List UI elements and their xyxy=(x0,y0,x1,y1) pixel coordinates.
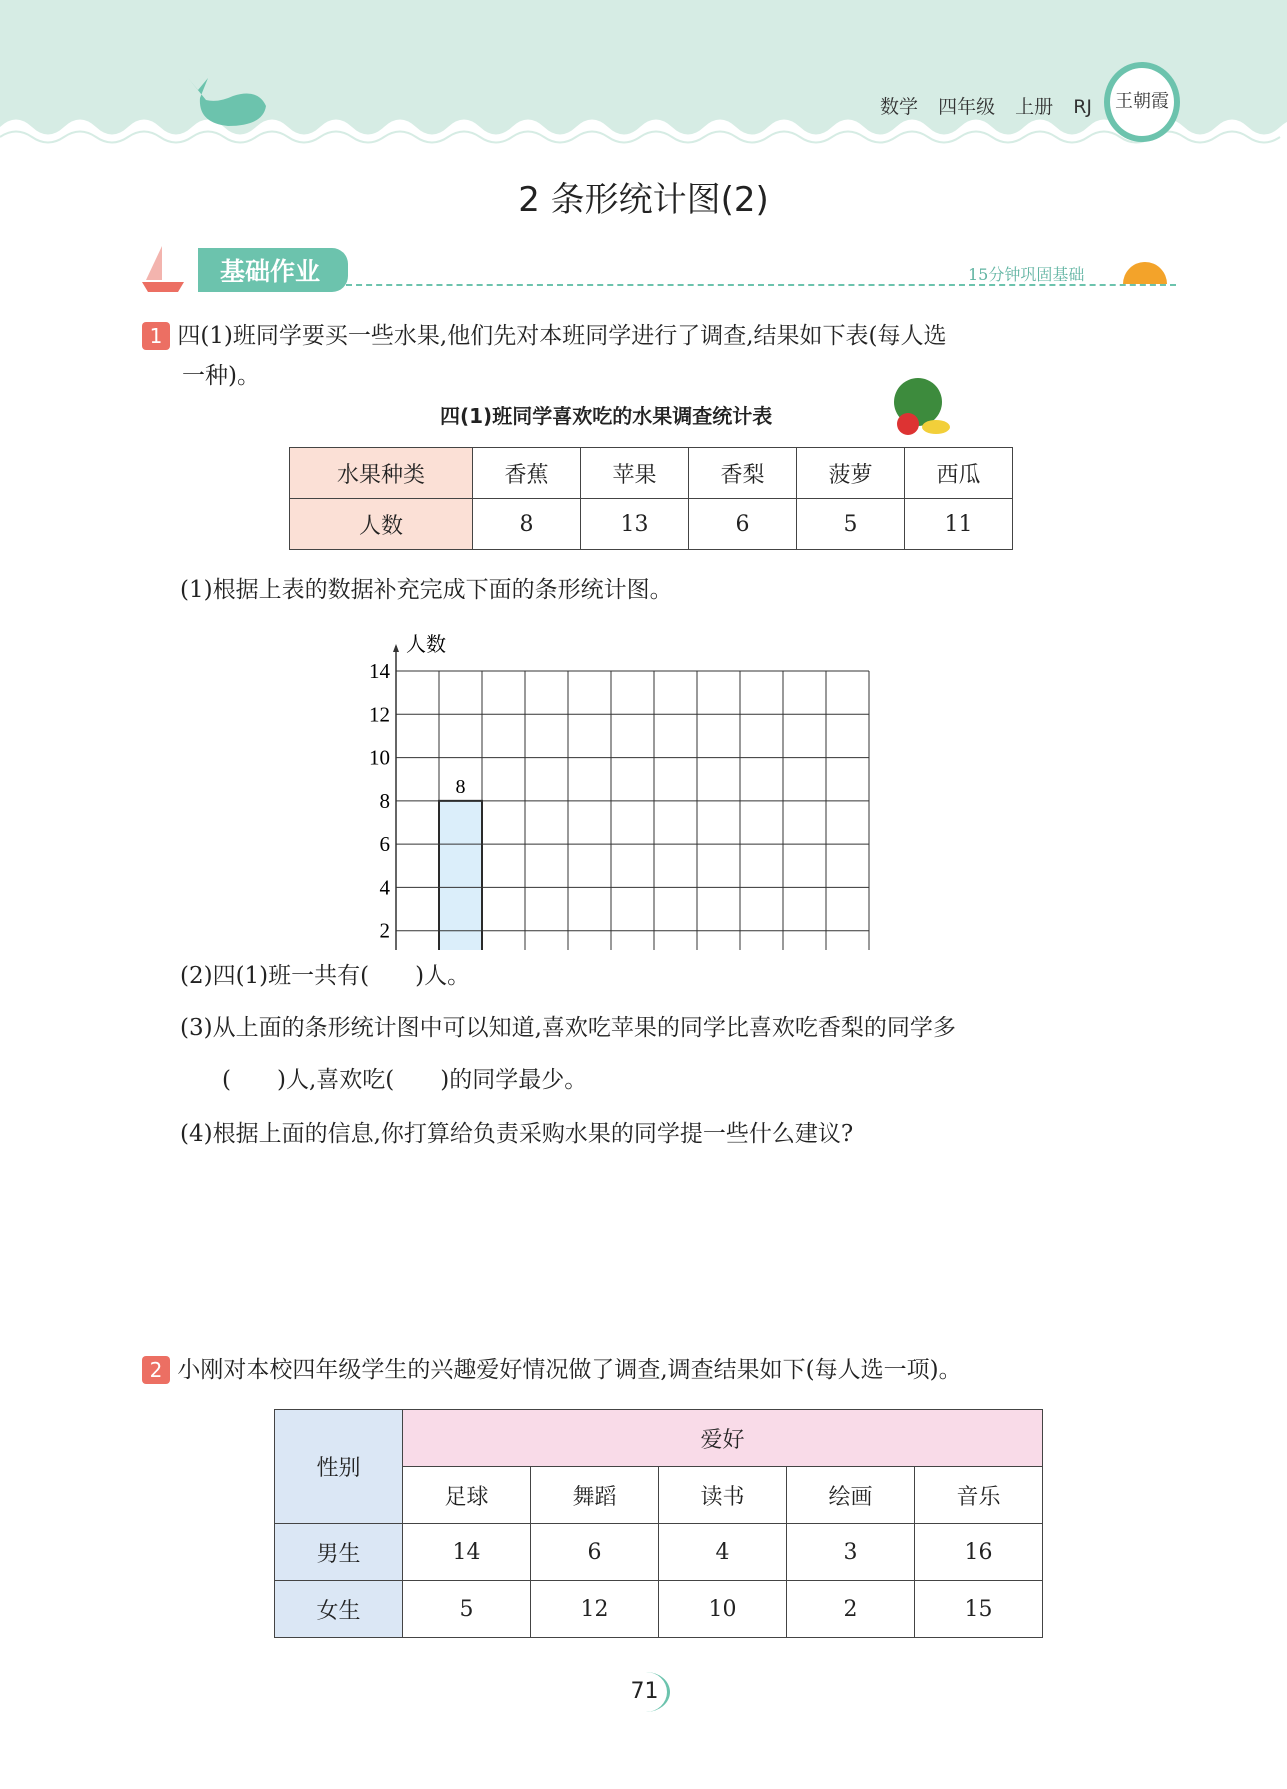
table-row xyxy=(290,448,1013,499)
table-cell: 2 xyxy=(787,1581,915,1638)
table-cell: 11 xyxy=(905,499,1013,550)
brand-logo xyxy=(1104,62,1180,142)
book-info xyxy=(880,92,1092,119)
y-tick-label: 4 xyxy=(379,875,390,900)
sun-icon xyxy=(1123,262,1167,284)
sub-question-3-cont: ( )人,喜欢吃( )的同学最少。 xyxy=(222,1067,588,1093)
sailboat-icon xyxy=(140,244,188,292)
y-tick-label: 6 xyxy=(379,832,390,857)
edition: RJ xyxy=(1073,96,1092,118)
table-cell: 3 xyxy=(787,1524,915,1581)
y-tick-label: 14 xyxy=(369,659,390,683)
table-cell: 香蕉 xyxy=(473,448,581,499)
bar-chart xyxy=(340,610,980,950)
table-cell: 西瓜 xyxy=(905,448,1013,499)
sub-question-2: (2)四(1)班一共有( )人。 xyxy=(180,963,471,989)
table-cell: 15 xyxy=(915,1581,1043,1638)
question-1 xyxy=(142,316,1182,396)
section-badge: 基础作业 xyxy=(198,248,348,292)
subject: 数学 xyxy=(880,96,919,118)
fruit-icon xyxy=(888,372,958,442)
y-tick-label: 8 xyxy=(379,788,390,813)
header-cell: 舞蹈 xyxy=(531,1467,659,1524)
table-cell: 10 xyxy=(659,1581,787,1638)
table-cell: 香梨 xyxy=(689,448,797,499)
header-cell: 人数 xyxy=(290,499,473,550)
bar xyxy=(439,801,482,950)
question-text: 小刚对本校四年级学生的兴趣爱好情况做了调查,调查结果如下(每人选一项)。 xyxy=(177,1357,962,1383)
y-tick-label: 10 xyxy=(369,745,390,770)
data-label: 8 xyxy=(455,775,466,798)
header-cell: 音乐 xyxy=(915,1467,1043,1524)
table-cell: 16 xyxy=(915,1524,1043,1581)
table-cell: 4 xyxy=(659,1524,787,1581)
sub-question-4: (4)根据上面的信息,你打算给负责采购水果的同学提一些什么建议? xyxy=(180,1121,854,1147)
sub-question-1: (1)根据上表的数据补充完成下面的条形统计图。 xyxy=(180,577,673,603)
volume: 上册 xyxy=(1015,96,1054,118)
table-row xyxy=(275,1581,1043,1638)
table-row xyxy=(290,499,1013,550)
question-number: 1 xyxy=(142,322,170,350)
table-cell: 14 xyxy=(403,1524,531,1581)
table-cell: 5 xyxy=(403,1581,531,1638)
row-header: 女生 xyxy=(275,1581,403,1638)
table-cell: 6 xyxy=(531,1524,659,1581)
sub-question-3: (3)从上面的条形统计图中可以知道,喜欢吃苹果的同学比喜欢吃香梨的同学多 xyxy=(180,1015,956,1041)
header-cell: 爱好 xyxy=(403,1410,1043,1467)
header-cell: 性别 xyxy=(275,1410,403,1524)
row-header: 男生 xyxy=(275,1524,403,1581)
table-row xyxy=(275,1410,1043,1467)
header-cell: 绘画 xyxy=(787,1467,915,1524)
y-axis-arrow xyxy=(393,644,399,652)
y-tick-label: 12 xyxy=(369,702,390,727)
table-cell: 6 xyxy=(689,499,797,550)
question-2 xyxy=(142,1350,962,1390)
question-number: 2 xyxy=(142,1356,170,1384)
table-cell: 13 xyxy=(581,499,689,550)
brand-text: 王朝霞 xyxy=(1115,91,1169,112)
y-axis-label: 人数 xyxy=(406,632,446,656)
table-title: 四(1)班同学喜欢吃的水果调查统计表 xyxy=(440,404,773,428)
page-number: 71 xyxy=(622,1672,670,1712)
fruit-survey-table xyxy=(289,447,1013,550)
table-row xyxy=(275,1524,1043,1581)
header-cell: 读书 xyxy=(659,1467,787,1524)
header-cell: 水果种类 xyxy=(290,448,473,499)
section-tag: 15分钟巩固基础 xyxy=(968,265,1085,284)
hobby-survey-table xyxy=(274,1409,1043,1638)
table-cell: 8 xyxy=(473,499,581,550)
table-cell: 12 xyxy=(531,1581,659,1638)
question-text: 一种)。 xyxy=(182,363,260,389)
question-text: 四(1)班同学要买一些水果,他们先对本班同学进行了调查,结果如下表(每人选 xyxy=(177,323,947,349)
header-cell: 足球 xyxy=(403,1467,531,1524)
table-cell: 苹果 xyxy=(581,448,689,499)
grade: 四年级 xyxy=(938,96,996,118)
whale-icon xyxy=(178,78,273,128)
page-title: 2 条形统计图(2) xyxy=(518,180,769,220)
table-cell: 菠萝 xyxy=(797,448,905,499)
table-cell: 5 xyxy=(797,499,905,550)
y-tick-label: 2 xyxy=(379,918,390,943)
